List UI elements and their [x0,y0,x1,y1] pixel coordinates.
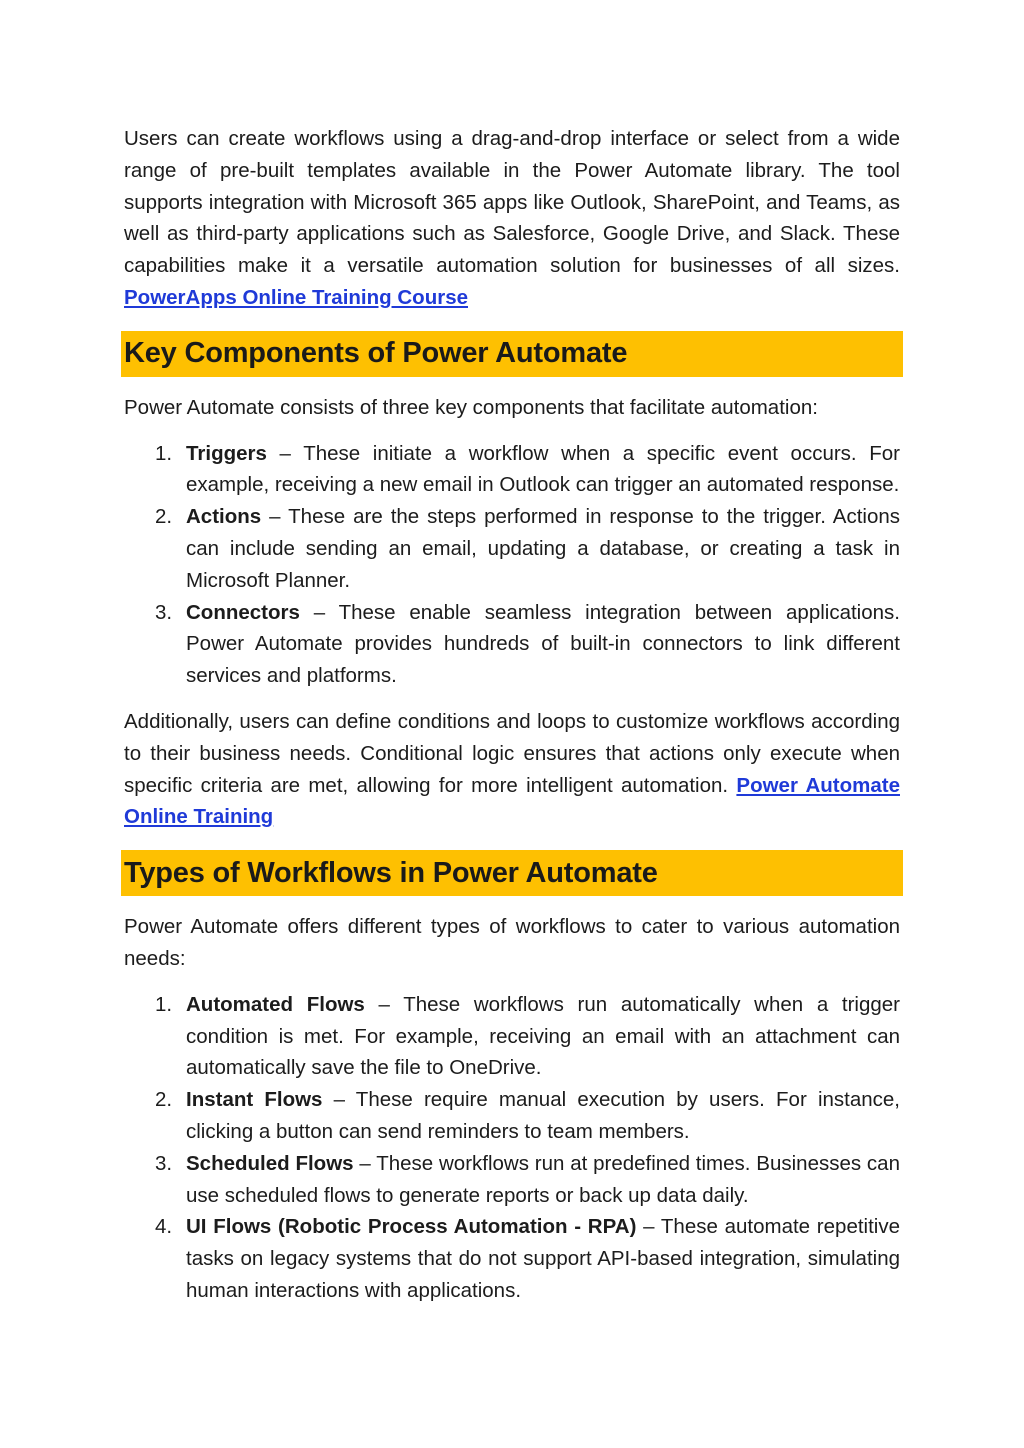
list-item [124,989,900,1084]
list-item [124,501,900,596]
power-automate-training-link[interactable]: Power Automate Online Training [124,773,900,829]
list-description: – These workflows run automatically when a trigger condition is met. For example, receiving an email with an attachment can automatically save the file to OneDrive. [186,992,901,1080]
list-number: 2. [155,1088,173,1112]
list-item [124,1084,900,1148]
list-term: Scheduled Flows [186,1151,354,1175]
list-description: – These are the steps performed in response to the trigger. Actions can include sending an email, updating a database, or creating a task in Microsoft Planner. [186,505,900,592]
section-heading-band-workflow-types [121,850,903,896]
conditions-paragraph [124,706,900,833]
list-number: 3. [155,1151,173,1175]
list-item [124,1211,900,1306]
key-components-lead: Power Automate consists of three key components that facilitate automation: [124,395,818,419]
list-number: 4. [155,1215,173,1239]
list-term: Instant Flows [186,1088,323,1112]
workflow-types-lead: Power Automate offers different types of workflows to cater to various automation needs: [124,915,900,970]
list-item [124,438,900,502]
section-heading-key-components: Key Components of Power Automate [124,337,628,370]
list-term: UI Flows (Robotic Process Automation - RPA) [186,1215,637,1239]
conditions-text: Additionally, users can define conditions and loops to customize workflows according to their business needs. Conditional logic ensures that actions only execute when specific criteria are met, allowing for more intelligent automation. [124,709,900,797]
list-number: 3. [155,600,173,624]
list-description: – These workflows run at predefined times. Businesses can use scheduled flows to generate reports or back up data daily. [186,1151,900,1207]
key-components-list [124,438,900,692]
powerapps-training-link[interactable]: PowerApps Online Training Course [124,285,468,309]
list-number: 2. [155,505,173,529]
intro-text: Users can create workflows using a drag-and-drop interface or select from a wide range of pre-built templates available in the Power Automate library. The tool supports integration with Microsoft 365 apps like Outlook, SharePoint, and Teams, as well as third-party applications such as Salesforce, Google Drive, and Slack. These capabilities make it a versatile automation solution for businesses of all sizes. [124,127,900,278]
list-term: Triggers [186,441,267,465]
list-description: – These automate repetitive tasks on legacy systems that do not support API-based integration, simulating human interactions with applications. [186,1215,900,1302]
list-term: Actions [186,505,262,529]
workflow-types-list [124,989,900,1307]
list-term: Connectors [186,600,300,624]
list-description: – These initiate a workflow when a specific event occurs. For example, receiving a new email in Outlook can trigger an automated response. [186,441,900,497]
intro-paragraph [124,123,900,314]
list-number: 1. [155,441,173,465]
list-term: Automated Flows [186,992,365,1016]
section-heading-workflow-types: Types of Workflows in Power Automate [124,856,658,889]
document-page [124,123,900,1307]
list-item [124,597,900,692]
list-description: – These enable seamless integration between applications. Power Automate provides hundreds of built-in connectors to link different services and platforms. [186,600,900,688]
list-item [124,1148,900,1212]
section-heading-band-key-components [121,331,903,377]
list-description: – These require manual execution by users. For instance, clicking a button can send reminders to team members. [186,1088,900,1143]
list-number: 1. [155,992,173,1016]
